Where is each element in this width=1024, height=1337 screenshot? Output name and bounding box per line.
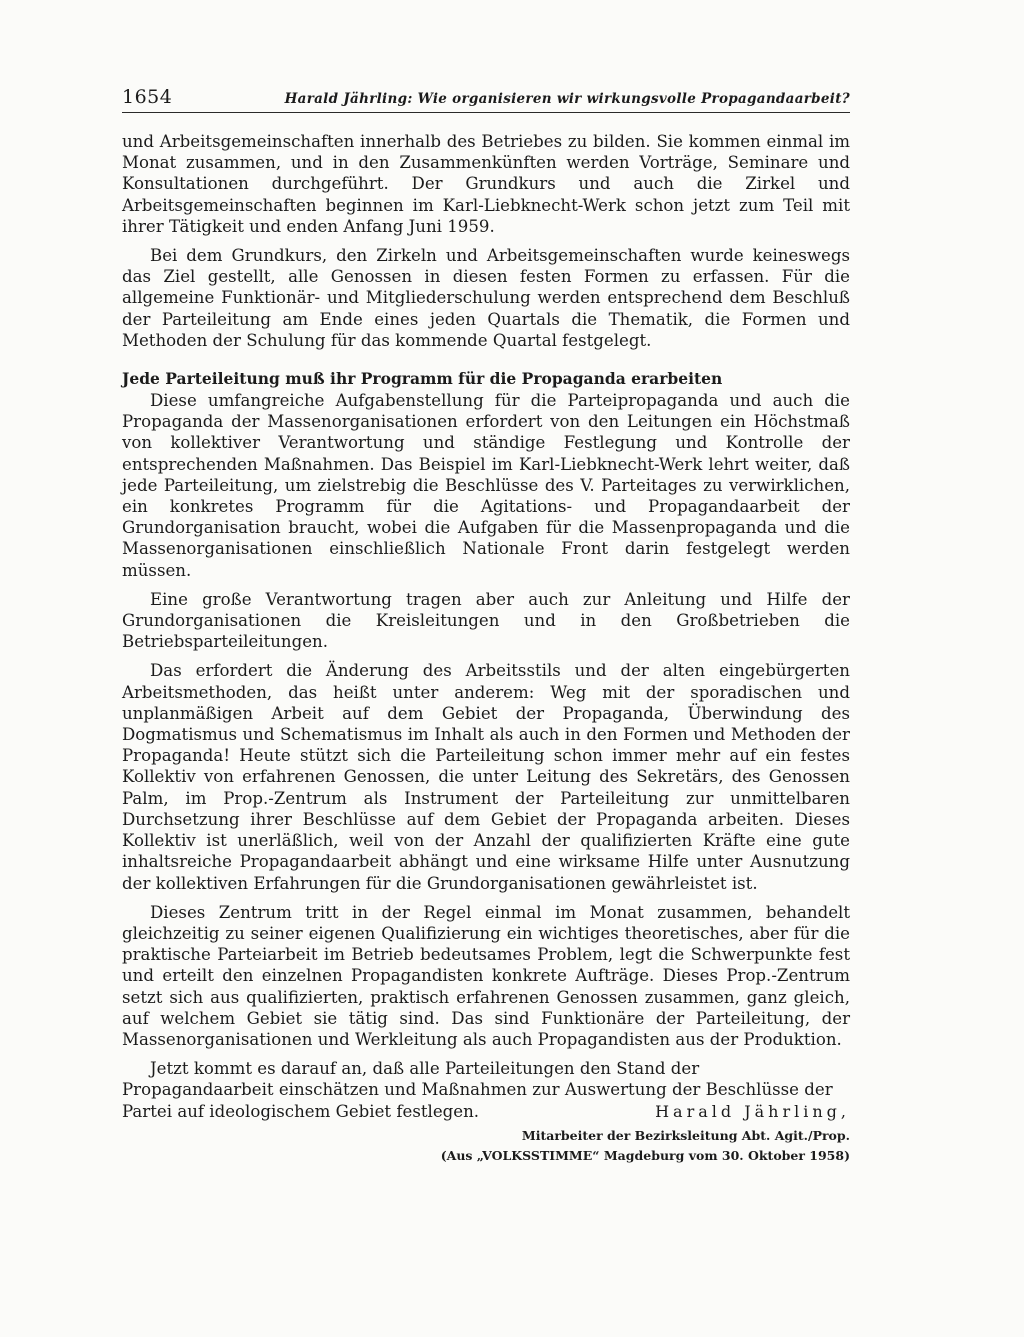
paragraph-1: und Arbeitsgemeinschaften innerhalb des Betriebes zu bilden. Sie kommen einmal im Monat zusammen, und in den Zusammenkünften werden Vorträge, Seminare und Konsultationen durchgeführt. Der Grundkurs und auch die Zirkel und Arbeitsgemeinschaften beginnen im Karl-Liebknecht-Werk schon jetzt zum Teil mit ihrer Tätigkeit und enden Anfang Juni 1959.: [122, 132, 850, 236]
section-paragraph-1: Diese umfangreiche Aufgabenstellung für die Parteipropaganda und auch die Propaganda der Massenorganisationen erfordert von den Leitungen ein Höchstmaß von kollektiver Verantwortung und ständige Festlegung und Kontrolle der entsprechenden Maßnahmen. Das Beispiel im Karl-Liebknecht-Werk lehrt weiter, daß jede Parteileitung, um zielstrebig die Beschlüsse des V. Parteitages zu verwirklichen, ein konkretes Programm für die Agitations- und Propagandaarbeit der Grundorganisation braucht, wobei die Aufgaben für die Massenpropaganda und die Massenorganisationen einschließlich Nationale Front darin festgelegt werden müssen.: [122, 391, 850, 580]
section-heading: Jede Parteileitung muß ihr Programm für die Propaganda erarbeiten: [122, 369, 723, 389]
page-header: [122, 86, 850, 113]
article-body: [122, 131, 850, 1122]
source-citation: (Aus „VOLKSSTIMME“ Magdeburg vom 30. Oktober 1958): [440, 1147, 850, 1163]
running-title: Harald Jährling: Wie organisieren wir wirkungsvolle Propagandaarbeit?: [284, 91, 850, 107]
section-paragraph-2: Eine große Verantwortung tragen aber auch zur Anleitung und Hilfe der Grundorganisationen die Kreisleitungen und in den Großbetrieben die Betriebsparteileitungen.: [122, 589, 850, 652]
author-affiliation: Mitarbeiter der Bezirksleitung Abt. Agit./Prop.: [521, 1127, 850, 1143]
closing-text: Jetzt kommt es darauf an, daß alle Parteileitungen den Stand der Propagandaarbeit einschätzen und Maßnahmen zur Auswertung der Beschlüsse der Partei auf ideologischem Gebiet festlegen.: [122, 1059, 833, 1121]
section-paragraph-3: Das erfordert die Änderung des Arbeitsstils und der alten eingebürgerten Arbeitsmethoden, das heißt unter anderem: Weg mit der sporadischen und unplanmäßigen Arbeit auf dem Gebiet der Propaganda, Überwindung des Dogmatismus und Schematismus im Inhalt als auch in den Formen und Methoden der Propaganda! Heute stützt sich die Parteileitung schon immer mehr auf ein festes Kollektiv von erfahrenen Genossen, die unter Leitung des Sekretärs, des Genossen Palm, im Prop.-Zentrum als Instrument der Parteileitung zur unmittelbaren Durchsetzung ihrer Beschlüsse auf dem Gebiet der Propaganda arbeiten. Dieses Kollektiv ist unerläßlich, weil von der Anzahl der qualifizierten Kräfte eine gute inhaltsreiche Propagandaarbeit abhängt und eine wirksame Hilfe unter Ausnutzung der kollektiven Erfahrungen für die Grundorganisationen gewährleistet ist.: [122, 661, 850, 893]
document-page: [122, 86, 850, 1166]
paragraph-2: Bei dem Grundkurs, den Zirkeln und Arbeitsgemeinschaften wurde keineswegs das Ziel gestellt, alle Genossen in diesen festen Formen zu erfassen. Für die allgemeine Funktionär- und Mitgliederschulung werden entsprechend dem Beschluß der Parteileitung am Ende eines jeden Quartals die Thematik, die Formen und Methoden der Schulung für das kommende Quartal festgelegt.: [122, 246, 850, 350]
section-paragraph-4: Dieses Zentrum tritt in der Regel einmal im Monat zusammen, behandelt gleichzeitig zu seiner eigenen Qualifizierung ein wichtiges theoretisches, aber für die praktische Parteiarbeit im Betrieb bedeutsames Problem, legt die Schwerpunkte fest und erteilt den einzelnen Propagandisten konkrete Aufträge. Dieses Prop.-Zentrum setzt sich aus qualifizierten, praktisch erfahrenen Genossen zusammen, ganz gleich, auf welchem Gebiet sie tätig sind. Das sind Funktionäre der Parteileitung, der Massenorganisationen und Werkleitung als auch Propagandisten aus der Produktion.: [122, 902, 850, 1049]
author-signature: Harald Jährling,: [655, 1101, 850, 1121]
section-paragraph-5: [122, 1058, 850, 1122]
page-number: 1654: [122, 86, 173, 108]
